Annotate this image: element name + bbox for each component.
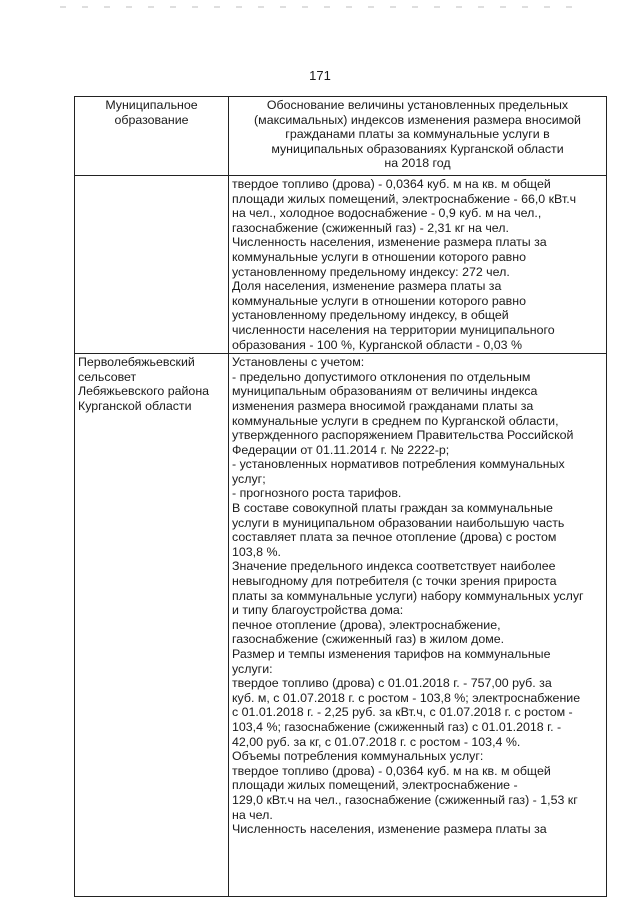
text-line: на чел., холодное водоснабжение - 0,9 куб. м на чел., <box>232 206 542 221</box>
justification-table <box>74 96 607 897</box>
text-line: изменения размера вносимой гражданами платы за <box>232 398 534 413</box>
text-line: на чел. <box>232 807 273 822</box>
header-justification-line: муниципальных образованиях Курганской области <box>271 141 564 156</box>
municipality-cell <box>75 176 229 354</box>
text-line: невыгодному для потребителя (с точки зрения прироста <box>232 574 557 589</box>
text-line: Объемы потребления коммунальных услуг: <box>232 749 484 764</box>
text-line: платы за коммунальные услуги) набору коммунальных услуг <box>232 588 584 603</box>
text-line: коммунальные услуги в отношении которого равно <box>232 249 526 264</box>
header-justification-line: на 2018 год <box>384 156 451 171</box>
text-line: 103,8 %. <box>232 544 281 559</box>
header-municipality <box>75 97 229 176</box>
municipality-line: сельсовет <box>78 369 137 384</box>
text-line: В составе совокупной платы граждан за коммунальные <box>232 501 553 516</box>
text-line: - прогнозного роста тарифов. <box>232 486 402 501</box>
text-line: и типу благоустройства дома: <box>232 603 404 618</box>
text-line: муниципальным образованиям от величины индекса <box>232 384 538 399</box>
text-line: площади жилых помещений, электроснабжение - 66,0 кВт.ч <box>232 191 577 206</box>
text-line: куб. м, с 01.07.2018 г. с ростом - 103,8 %; электроснабжение <box>232 690 581 705</box>
text-line: - предельно допустимого отклонения по отдельным <box>232 369 531 384</box>
page-number: 171 <box>309 68 331 83</box>
header-justification <box>229 97 607 176</box>
text-line: установленному предельному индексу: 272 чел. <box>232 264 510 279</box>
text-line: Доля населения, изменение размера платы за <box>232 279 502 294</box>
text-line: Установлены с учетом: <box>232 355 365 370</box>
text-line: газоснабжение (сжиженный газ) в жилом доме. <box>232 632 505 647</box>
municipality-cell <box>75 354 229 897</box>
table-row <box>75 176 607 354</box>
text-line: твердое топливо (дрова) - 0,0364 куб. м на кв. м общей <box>232 177 551 191</box>
text-line: твердое топливо (дрова) - 0,0364 куб. м на кв. м общей <box>232 763 551 778</box>
text-line: численности населения на территории муниципального <box>232 322 555 337</box>
municipality-line: Курганской области <box>78 398 192 413</box>
text-line: 103,4 %; газоснабжение (сжиженный газ) с 01.01.2018 г. - <box>232 719 562 734</box>
municipality-line: Лебяжьевского района <box>78 384 210 399</box>
justification-cell <box>229 176 607 354</box>
text-line: печное отопление (дрова), электроснабжение, <box>232 617 501 632</box>
text-line: Численность населения, изменение размера платы за <box>232 822 547 837</box>
text-line: - установленных нормативов потребления коммунальных <box>232 457 565 472</box>
header-municipality-line: образование <box>114 112 189 127</box>
text-line: Федерации от 01.11.2014 г. № 2222-р; <box>232 442 450 457</box>
text-line: коммунальные услуги в среднем по Курганской области, <box>232 413 559 428</box>
text-line: услуги: <box>232 661 273 676</box>
text-line: коммунальные услуги в отношении которого равно <box>232 293 526 308</box>
text-line: площади жилых помещений, электроснабжение - <box>232 778 518 793</box>
text-line: утвержденного распоряжением Правительства Российской <box>232 428 574 443</box>
text-line: Значение предельного индекса соответствует наиболее <box>232 559 556 574</box>
text-line: Численность населения, изменение размера платы за <box>232 235 547 250</box>
header-justification-line: Обоснование величины установленных предельных <box>266 98 569 112</box>
text-line: твердое топливо (дрова) с 01.01.2018 г. - 757,00 руб. за <box>232 676 552 691</box>
text-line: Размер и темпы изменения тарифов на коммунальные <box>232 647 551 661</box>
text-line: услуги в муниципальном образовании наибольшую часть <box>232 515 565 530</box>
text-line: 129,0 кВт.ч на чел., газоснабжение (сжиженный газ) - 1,53 кг <box>232 792 578 807</box>
text-line: 42,00 руб. за кг, с 01.07.2018 г. с ростом - 103,4 %. <box>232 734 521 749</box>
text-line: услуг; <box>232 471 266 486</box>
text-line: составляет плата за печное отопление (дрова) с ростом <box>232 530 557 545</box>
text-line: с 01.01.2018 г. - 2,25 руб. за кВт.ч, с 01.07.2018 г. с ростом - <box>232 705 573 720</box>
header-municipality-line: Муниципальное <box>105 98 198 112</box>
header-justification-line: (максимальных) индексов изменения размера вносимой <box>254 112 581 127</box>
municipality-line: Перволебяжьевский <box>78 355 195 370</box>
text-line: установленному предельному индексу, в общей <box>232 308 509 323</box>
header-justification-line: гражданами платы за коммунальные услуги в <box>285 127 550 142</box>
text-line: образования - 100 %, Курганской области - 0,03 % <box>232 337 522 352</box>
scan-artifact <box>60 6 580 8</box>
table-row <box>75 354 607 897</box>
justification-cell <box>229 354 607 897</box>
text-line: газоснабжение (сжиженный газ) - 2,31 кг на чел. <box>232 220 509 235</box>
table-header-row <box>75 97 607 176</box>
